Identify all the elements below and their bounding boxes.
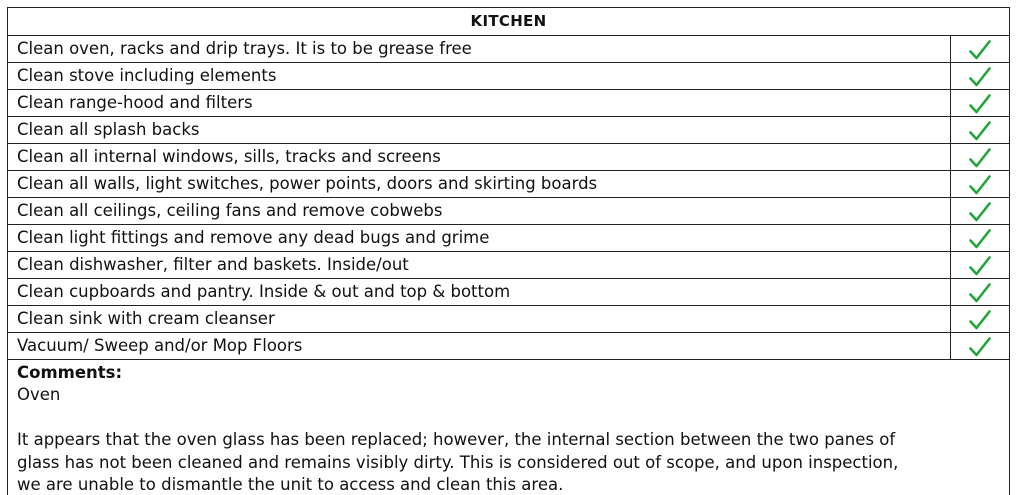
task-label: Clean light fittings and remove any dead bugs and grime (8, 224, 950, 251)
checklist-row (8, 35, 1009, 62)
check-icon (968, 120, 992, 142)
checklist-row (8, 143, 1009, 170)
task-label: Clean oven, racks and drip trays. It is to be grease free (8, 35, 950, 62)
check-icon (968, 147, 992, 169)
task-label: Clean all splash backs (8, 116, 950, 143)
checklist-table (8, 8, 1009, 360)
task-status (950, 197, 1009, 224)
checklist-row (8, 170, 1009, 197)
checklist-row (8, 116, 1009, 143)
checklist-row (8, 62, 1009, 89)
task-status (950, 62, 1009, 89)
check-icon (968, 309, 992, 331)
task-status (950, 332, 1009, 359)
task-label: Clean all ceilings, ceiling fans and remove cobwebs (8, 197, 950, 224)
task-label: Clean sink with cream cleanser (8, 305, 950, 332)
comments-spacer (17, 407, 1000, 430)
task-label: Clean stove including elements (8, 62, 950, 89)
comments-label: Comments: (17, 362, 123, 382)
comment-line: It appears that the oven glass has been replaced; however, the internal section between the two panes of (17, 430, 896, 449)
check-icon (968, 282, 992, 304)
checklist-row (8, 332, 1009, 359)
task-status (950, 89, 1009, 116)
task-status (950, 251, 1009, 278)
checklist-rows (8, 35, 1009, 359)
check-icon (968, 228, 992, 250)
checklist-row (8, 224, 1009, 251)
check-icon (968, 93, 992, 115)
checklist-row (8, 278, 1009, 305)
task-status (950, 305, 1009, 332)
title-row (8, 8, 1009, 35)
task-status (950, 170, 1009, 197)
comments-body (17, 429, 1000, 495)
task-status (950, 35, 1009, 62)
check-icon (968, 336, 992, 358)
task-status (950, 143, 1009, 170)
check-icon (968, 66, 992, 88)
comments-section (8, 360, 1009, 495)
section-title: KITCHEN (8, 8, 1009, 35)
task-status (950, 116, 1009, 143)
task-status (950, 224, 1009, 251)
task-label: Clean range-hood and filters (8, 89, 950, 116)
checklist-row (8, 197, 1009, 224)
check-icon (968, 201, 992, 223)
task-label: Vacuum/ Sweep and/or Mop Floors (8, 332, 950, 359)
task-label: Clean all internal windows, sills, tracks and screens (8, 143, 950, 170)
checklist-row (8, 305, 1009, 332)
task-label: Clean all walls, light switches, power points, doors and skirting boards (8, 170, 950, 197)
task-label: Clean dishwasher, filter and baskets. Inside/out (8, 251, 950, 278)
checklist-row (8, 89, 1009, 116)
check-icon (968, 174, 992, 196)
check-icon (968, 255, 992, 277)
checklist-row (8, 251, 1009, 278)
comments-subject: Oven (17, 385, 61, 404)
comment-line: we are unable to dismantle the unit to access and clean this area. (17, 475, 564, 494)
comment-line: glass has not been cleaned and remains visibly dirty. This is considered out of scope, and upon inspection, (17, 452, 899, 472)
check-icon (968, 39, 992, 61)
kitchen-checklist (7, 7, 1010, 495)
task-status (950, 278, 1009, 305)
task-label: Clean cupboards and pantry. Inside & out and top & bottom (8, 278, 950, 305)
